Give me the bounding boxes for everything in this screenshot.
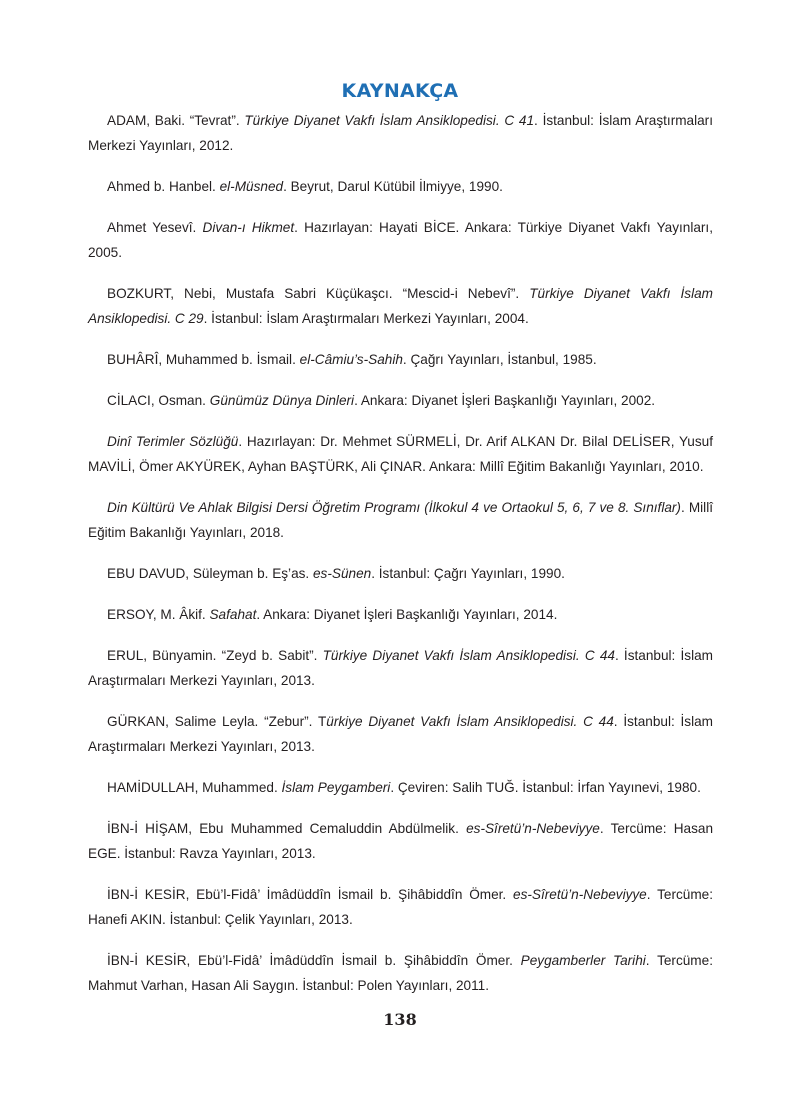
reference-entry bbox=[88, 281, 713, 331]
reference-entry bbox=[88, 347, 713, 372]
reference-list bbox=[88, 108, 713, 1014]
reference-text: . Ankara: Diyanet İşleri Başkanlığı Yayınları, 2014. bbox=[256, 607, 558, 622]
reference-title-italic: İslam Peygamberi bbox=[281, 780, 391, 795]
reference-text: . İstanbul: İslam Araştırmaları Merkezi Yayınları, 2012. bbox=[88, 113, 713, 153]
reference-entry bbox=[88, 429, 713, 479]
reference-text: GÜRKAN, Salime Leyla. “Zebur”. T bbox=[107, 714, 327, 729]
reference-entry bbox=[88, 561, 713, 586]
reference-title-italic: el-Müsned bbox=[219, 179, 284, 194]
reference-title-italic: es-Sîretü’n-Nebeviyye bbox=[513, 887, 647, 902]
reference-text: . Tercüme: Mahmut Varhan, Hasan Ali Saygın. İstanbul: Polen Yayınları, 2011. bbox=[88, 953, 713, 993]
reference-title-italic: Dinî Terimler Sözlüğü bbox=[107, 434, 239, 449]
page-title: KAYNAKÇA bbox=[341, 80, 459, 102]
reference-text: . Tercüme: Hasan EGE. İstanbul: Ravza Yayınları, 2013. bbox=[88, 821, 713, 861]
reference-title-italic: Türkiye Diyanet Vakfı İslam Ansiklopedisi. C 29 bbox=[88, 286, 714, 326]
reference-title-italic: ürkiye Diyanet Vakfı İslam Ansiklopedisi. C 44 bbox=[326, 714, 614, 729]
reference-text: BUHÂRÎ, Muhammed b. İsmail. bbox=[107, 352, 300, 367]
reference-text: ERSOY, M. Âkif. bbox=[107, 607, 210, 622]
reference-entry bbox=[88, 174, 713, 199]
reference-entry bbox=[88, 388, 713, 413]
reference-title-italic: es-Sîretü’n-Nebeviyye bbox=[466, 821, 600, 836]
reference-text: İBN-İ KESİR, Ebü’l-Fidâ’ İmâdüddîn İsmail b. Şihâbiddîn Ömer. bbox=[107, 953, 521, 968]
reference-entry bbox=[88, 108, 713, 158]
reference-title-italic: Divan-ı Hikmet bbox=[202, 220, 295, 235]
reference-title-italic: Din Kültürü Ve Ahlak Bilgisi Dersi Öğretim Programı (İlkokul 4 ve Ortaokul 5, 6, 7 ve 8. Sınıflar) bbox=[107, 500, 681, 515]
reference-text: İBN-İ HİŞAM, Ebu Muhammed Cemaluddin Abdülmelik. bbox=[107, 821, 467, 836]
reference-title-italic: Safahat bbox=[209, 607, 257, 622]
reference-text: . Hazırlayan: Dr. Mehmet SÜRMELİ, Dr. Arif ALKAN Dr. Bilal DELİSER, Yusuf MAVİLİ, Ömer AKYÜREK, Ayhan BAŞTÜRK, Ali ÇINAR. Ankara: Millî Eğitim Bakanlığı Yayınları, 2010. bbox=[88, 434, 713, 474]
reference-title-italic: Günümüz Dünya Dinleri bbox=[209, 393, 355, 408]
reference-text: HAMİDULLAH, Muhammed. bbox=[107, 780, 282, 795]
reference-text: . Ankara: Diyanet İşleri Başkanlığı Yayınları, 2002. bbox=[354, 393, 656, 408]
reference-title-italic: es-Sünen bbox=[313, 566, 372, 581]
page-number: 138 bbox=[383, 1010, 417, 1029]
reference-entry bbox=[88, 816, 713, 866]
reference-text: . Çağrı Yayınları, İstanbul, 1985. bbox=[402, 352, 597, 367]
reference-text: . İstanbul: İslam Araştırmaları Merkezi Yayınları, 2013. bbox=[88, 648, 713, 688]
reference-text: . Tercüme: Hanefi AKIN. İstanbul: Çelik Yayınları, 2013. bbox=[88, 887, 713, 927]
reference-text: . Beyrut, Darul Kütübil İlmiyye, 1990. bbox=[283, 179, 503, 194]
reference-text: . Hazırlayan: Hayati BİCE. Ankara: Türkiye Diyanet Vakfı Yayınları, 2005. bbox=[88, 220, 713, 260]
reference-entry bbox=[88, 643, 713, 693]
reference-text: CİLACI, Osman. bbox=[107, 393, 210, 408]
reference-text: ADAM, Baki. “Tevrat”. bbox=[107, 113, 245, 128]
reference-text: İBN-İ KESİR, Ebü’l-Fidâ’ İmâdüddîn İsmail b. Şihâbiddîn Ömer. bbox=[107, 887, 514, 902]
reference-text: . Çeviren: Salih TUĞ. İstanbul: İrfan Yayınevi, 1980. bbox=[390, 780, 701, 795]
reference-text: Ahmet Yesevî. bbox=[107, 220, 203, 235]
reference-text: BOZKURT, Nebi, Mustafa Sabri Küçükaşcı. “Mescid-i Nebevî”. bbox=[107, 286, 530, 301]
reference-text: . Millî Eğitim Bakanlığı Yayınları, 2018. bbox=[88, 500, 713, 540]
reference-title-italic: el-Câmiu’s-Sahih bbox=[299, 352, 403, 367]
reference-text: . İstanbul: İslam Araştırmaları Merkezi Yayınları, 2013. bbox=[88, 714, 713, 754]
reference-title-italic: Türkiye Diyanet Vakfı İslam Ansiklopedisi. C 41 bbox=[244, 113, 535, 128]
reference-text: . İstanbul: İslam Araştırmaları Merkezi Yayınları, 2004. bbox=[203, 311, 529, 326]
reference-entry bbox=[88, 495, 713, 545]
reference-entry bbox=[88, 709, 713, 759]
reference-entry bbox=[88, 602, 713, 627]
reference-entry bbox=[88, 882, 713, 932]
reference-title-italic: Peygamberler Tarihi bbox=[520, 953, 646, 968]
reference-entry bbox=[88, 775, 713, 800]
reference-entry bbox=[88, 215, 713, 265]
reference-text: . İstanbul: Çağrı Yayınları, 1990. bbox=[371, 566, 565, 581]
reference-text: EBU DAVUD, Süleyman b. Eş’as. bbox=[107, 566, 313, 581]
reference-text: Ahmed b. Hanbel. bbox=[107, 179, 220, 194]
reference-entry bbox=[88, 948, 713, 998]
reference-title-italic: Türkiye Diyanet Vakfı İslam Ansiklopedisi. C 44 bbox=[322, 648, 615, 663]
reference-text: ERUL, Bünyamin. “Zeyd b. Sabit”. bbox=[107, 648, 323, 663]
